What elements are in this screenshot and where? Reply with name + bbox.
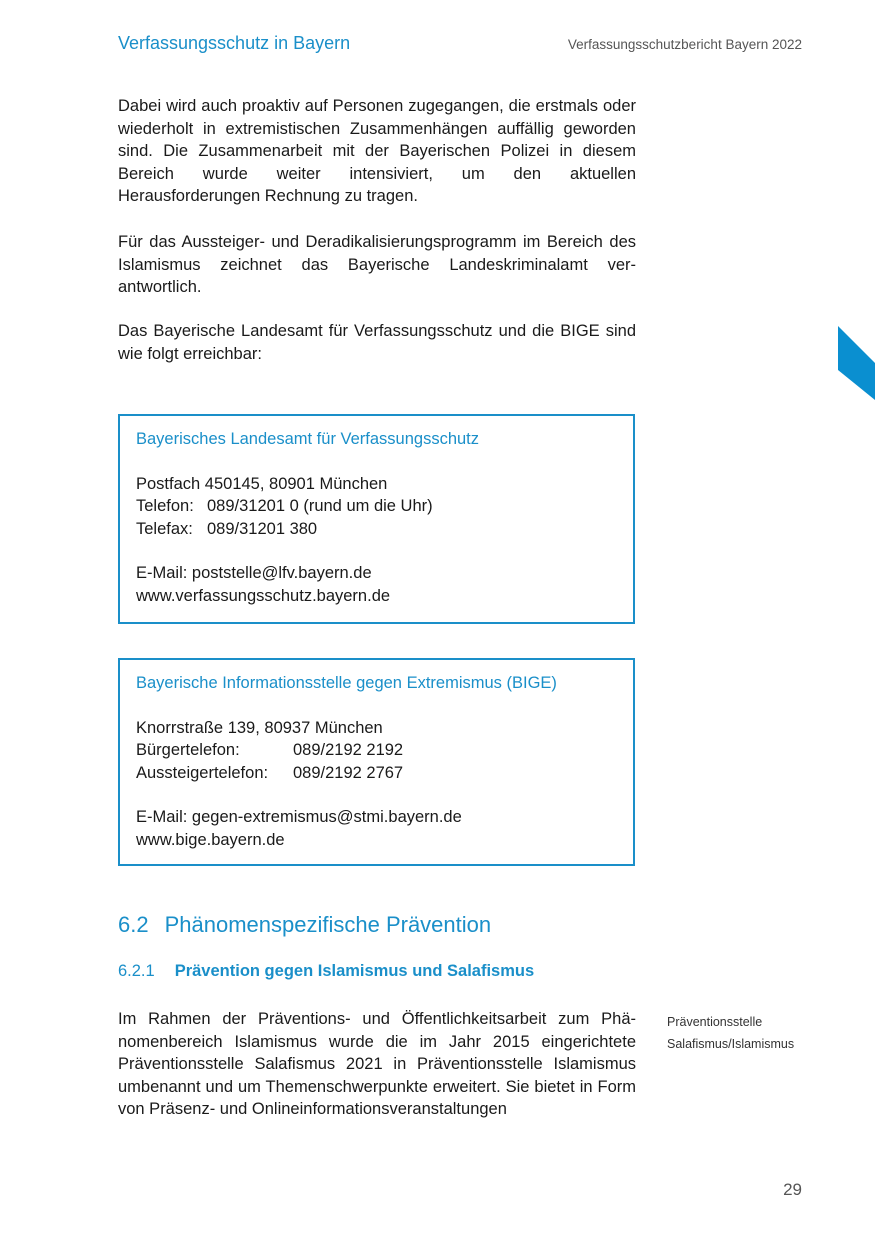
- subsection-heading: [118, 962, 534, 981]
- contact-phone-value: 089/2192 2192: [293, 741, 404, 759]
- subsection-title: Prävention gegen Islamismus und Salafismus: [174, 962, 535, 980]
- paragraph-outreach: Dabei wird auch proaktiv auf Personen zugegangen, die erstmals oder wiederholt in extremistischen Zusammenhängen auffällig geworden sind. Die Zusammenarbeit mit der Bayerischen Polizei in diesem Bereich wurde weiter intensiviert, um den aktuellen Herausforderungen Rechnung zu tragen.: [118, 97, 636, 205]
- chapter-tab-marker: [838, 326, 875, 400]
- contact-fax-value: 089/31201 380: [207, 519, 318, 538]
- contact-website: www.bige.bayern.de: [136, 830, 285, 849]
- contact-exit-phone-label: Aussteigertelefon:: [136, 763, 269, 782]
- paragraph-contact-intro: Das Bayerische Landesamt für Verfassungsschutz und die BIGE sind wie folgt erreichbar:: [118, 322, 636, 363]
- paragraph-prevention-office: Im Rahmen der Präventions- und Öffentlichkeitsarbeit zum Phänomenbereich Islamismus wurde die im Jahr 2015 eingerichtete Präventionsstelle Salafismus 2021 in Präventionsstelle Islamismus umbenannt und um Themenschwerpunkte erweitert. Sie bietet in Form von Präsenz- und Onlineinformationsveranstaltungen: [118, 1010, 636, 1118]
- contact-address: Postfach 450145, 80901 München: [136, 474, 388, 493]
- contact-box-title: Bayerisches Landesamt für Verfassungsschutz: [136, 430, 480, 448]
- section-number: 6.2: [118, 912, 149, 937]
- running-header-report: Verfassungsschutzbericht Bayern 2022: [567, 37, 802, 52]
- section-heading: [118, 912, 491, 938]
- contact-email: E-Mail: gegen-extremismus@stmi.bayern.de: [136, 808, 462, 826]
- contact-phone-row: [136, 495, 617, 518]
- contact-fax-row: [136, 518, 617, 541]
- contact-box-bige: [118, 658, 635, 866]
- contact-box-lfv: [118, 414, 635, 624]
- paragraph-dropout-program: Für das Aussteiger- und Deradikalisierungsprogramm im Bereich des Islamismus zeichnet das Bayerische Landeskriminalamt verantwortlich.: [118, 233, 636, 296]
- contact-phone-label: Bürgertelefon:: [136, 741, 240, 759]
- subsection-number: 6.2.1: [118, 962, 155, 980]
- contact-exit-phone-value: 089/2192 2767: [293, 763, 404, 782]
- contact-email: E-Mail: poststelle@lfv.bayern.de: [136, 564, 372, 582]
- contact-fax-label: Telefax:: [136, 519, 193, 538]
- contact-website: www.verfassungsschutz.bayern.de: [136, 586, 391, 605]
- page-number: 29: [783, 1180, 802, 1199]
- section-title: Phänomenspezifische Prävention: [164, 912, 492, 937]
- running-header-section: Verfassungsschutz in Bayern: [118, 33, 351, 53]
- contact-exit-phone-row: [136, 762, 617, 785]
- contact-box-title: Bayerische Informationsstelle gegen Extremismus (BIGE): [136, 674, 557, 692]
- contact-phone-value: 089/31201 0 (rund um die Uhr): [207, 497, 433, 515]
- contact-phone-label: Telefon:: [136, 497, 194, 515]
- margin-note: Präventionsstelle Salafismus/Islamismus: [667, 1015, 795, 1051]
- contact-address: Knorrstraße 139, 80937 München: [136, 718, 383, 737]
- contact-phone-row: [136, 739, 617, 762]
